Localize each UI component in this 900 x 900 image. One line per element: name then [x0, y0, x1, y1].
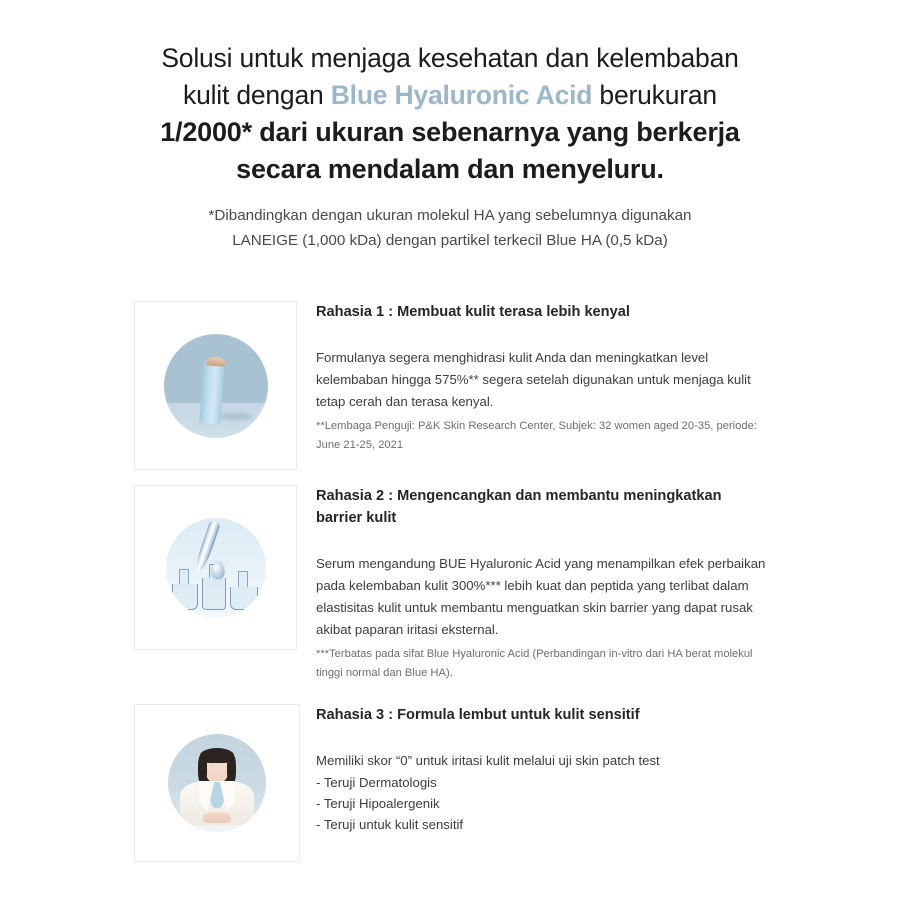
headline-line-4: secara mendalam dan menyeluru.: [236, 154, 664, 184]
section-3-list-item: - Teruji untuk kulit sensitif: [316, 817, 464, 832]
headline-line-2-pre: kulit dengan: [183, 80, 331, 110]
section-2-body: Serum mengandung BUE Hyaluronic Acid yang menampilkan efek perbaikan pada kelembaban kulit 300%*** lebih kuat dan peptida yang terlibat dalam elastisitas kulit untuk membantu menguatkan skin barrier yang dapat rusak akibat paparan iritasi eksternal.: [316, 556, 766, 637]
serum-bottle-image: [164, 334, 268, 438]
section-2-heading: Rahasia 2 : Mengencangkan dan membantu meningkatkan barrier kulit: [316, 488, 722, 526]
footnote-line-2: LANEIGE (1,000 kDa) dengan partikel terkecil Blue HA (0,5 kDa): [232, 232, 668, 249]
section-2-text: [316, 485, 768, 683]
glassware-beaker: [230, 587, 258, 610]
spacer: [316, 529, 768, 553]
bottle-cap: [206, 356, 226, 366]
model-hands: [203, 812, 231, 823]
glassware-beaker: [202, 578, 226, 610]
page-headline: [110, 40, 790, 188]
section-1-body: Formulanya segera menghidrasi kulit Anda dan meningkatkan level kelembaban hingga 575%** segera setelah digunakan untuk menjaga kulit tetap cerah dan terasa kenyal.: [316, 350, 751, 409]
section-3-list-item: - Teruji Dermatologis: [316, 775, 437, 790]
droplet-icon: [211, 562, 224, 579]
section-1-note: **Lembaga Penguji: P&K Skin Research Center, Subjek: 32 women aged 20-35, periode: June 21-25, 2021: [316, 420, 757, 451]
spacer: [316, 726, 768, 750]
model-portrait-image: [168, 734, 266, 832]
glassware-beaker: [172, 584, 198, 610]
glassware-neck: [238, 571, 248, 587]
thumbnail-frame-3: [134, 704, 300, 862]
section-3-text: [316, 704, 768, 835]
section-3-body: Memiliki skor “0” untuk iritasi kulit melalui uji skin patch test: [316, 753, 660, 768]
bottle-shadow: [218, 413, 252, 420]
section-3-list-item: - Teruji Hipoalergenik: [316, 796, 440, 811]
footnote-line-1: *Dibandingkan dengan ukuran molekul HA yang sebelumnya digunakan: [208, 207, 692, 224]
section-2-note: ***Terbatas pada sifat Blue Hyaluronic Acid (Perbandingan in-vitro dari HA berat molekul tinggi normal dan Blue HA).: [316, 648, 753, 679]
headline-accent-term: Blue Hyaluronic Acid: [330, 80, 593, 110]
spacer: [316, 323, 768, 347]
glassware-neck: [179, 569, 189, 584]
section-1-text: [316, 301, 768, 455]
model-hair-side-right: [227, 754, 236, 784]
headline-line-1: Solusi untuk menjaga kesehatan dan kelembaban: [161, 43, 739, 73]
headline-line-3: 1/2000* dari ukuran sebenarnya yang berkerja: [160, 117, 740, 147]
headline-line-2: [110, 77, 790, 114]
model-hair-side-left: [198, 754, 207, 784]
headline-line-2-post: berukuran: [592, 80, 717, 110]
pipette-droplet-image: [166, 518, 266, 618]
section-3-heading: Rahasia 3 : Formula lembut untuk kulit sensitif: [316, 707, 640, 723]
section-1-heading: Rahasia 1 : Membuat kulit terasa lebih kenyal: [316, 304, 630, 320]
thumbnail-frame-2: [134, 485, 297, 650]
thumbnail-frame-1: [134, 301, 297, 470]
headline-footnote: [110, 203, 790, 253]
